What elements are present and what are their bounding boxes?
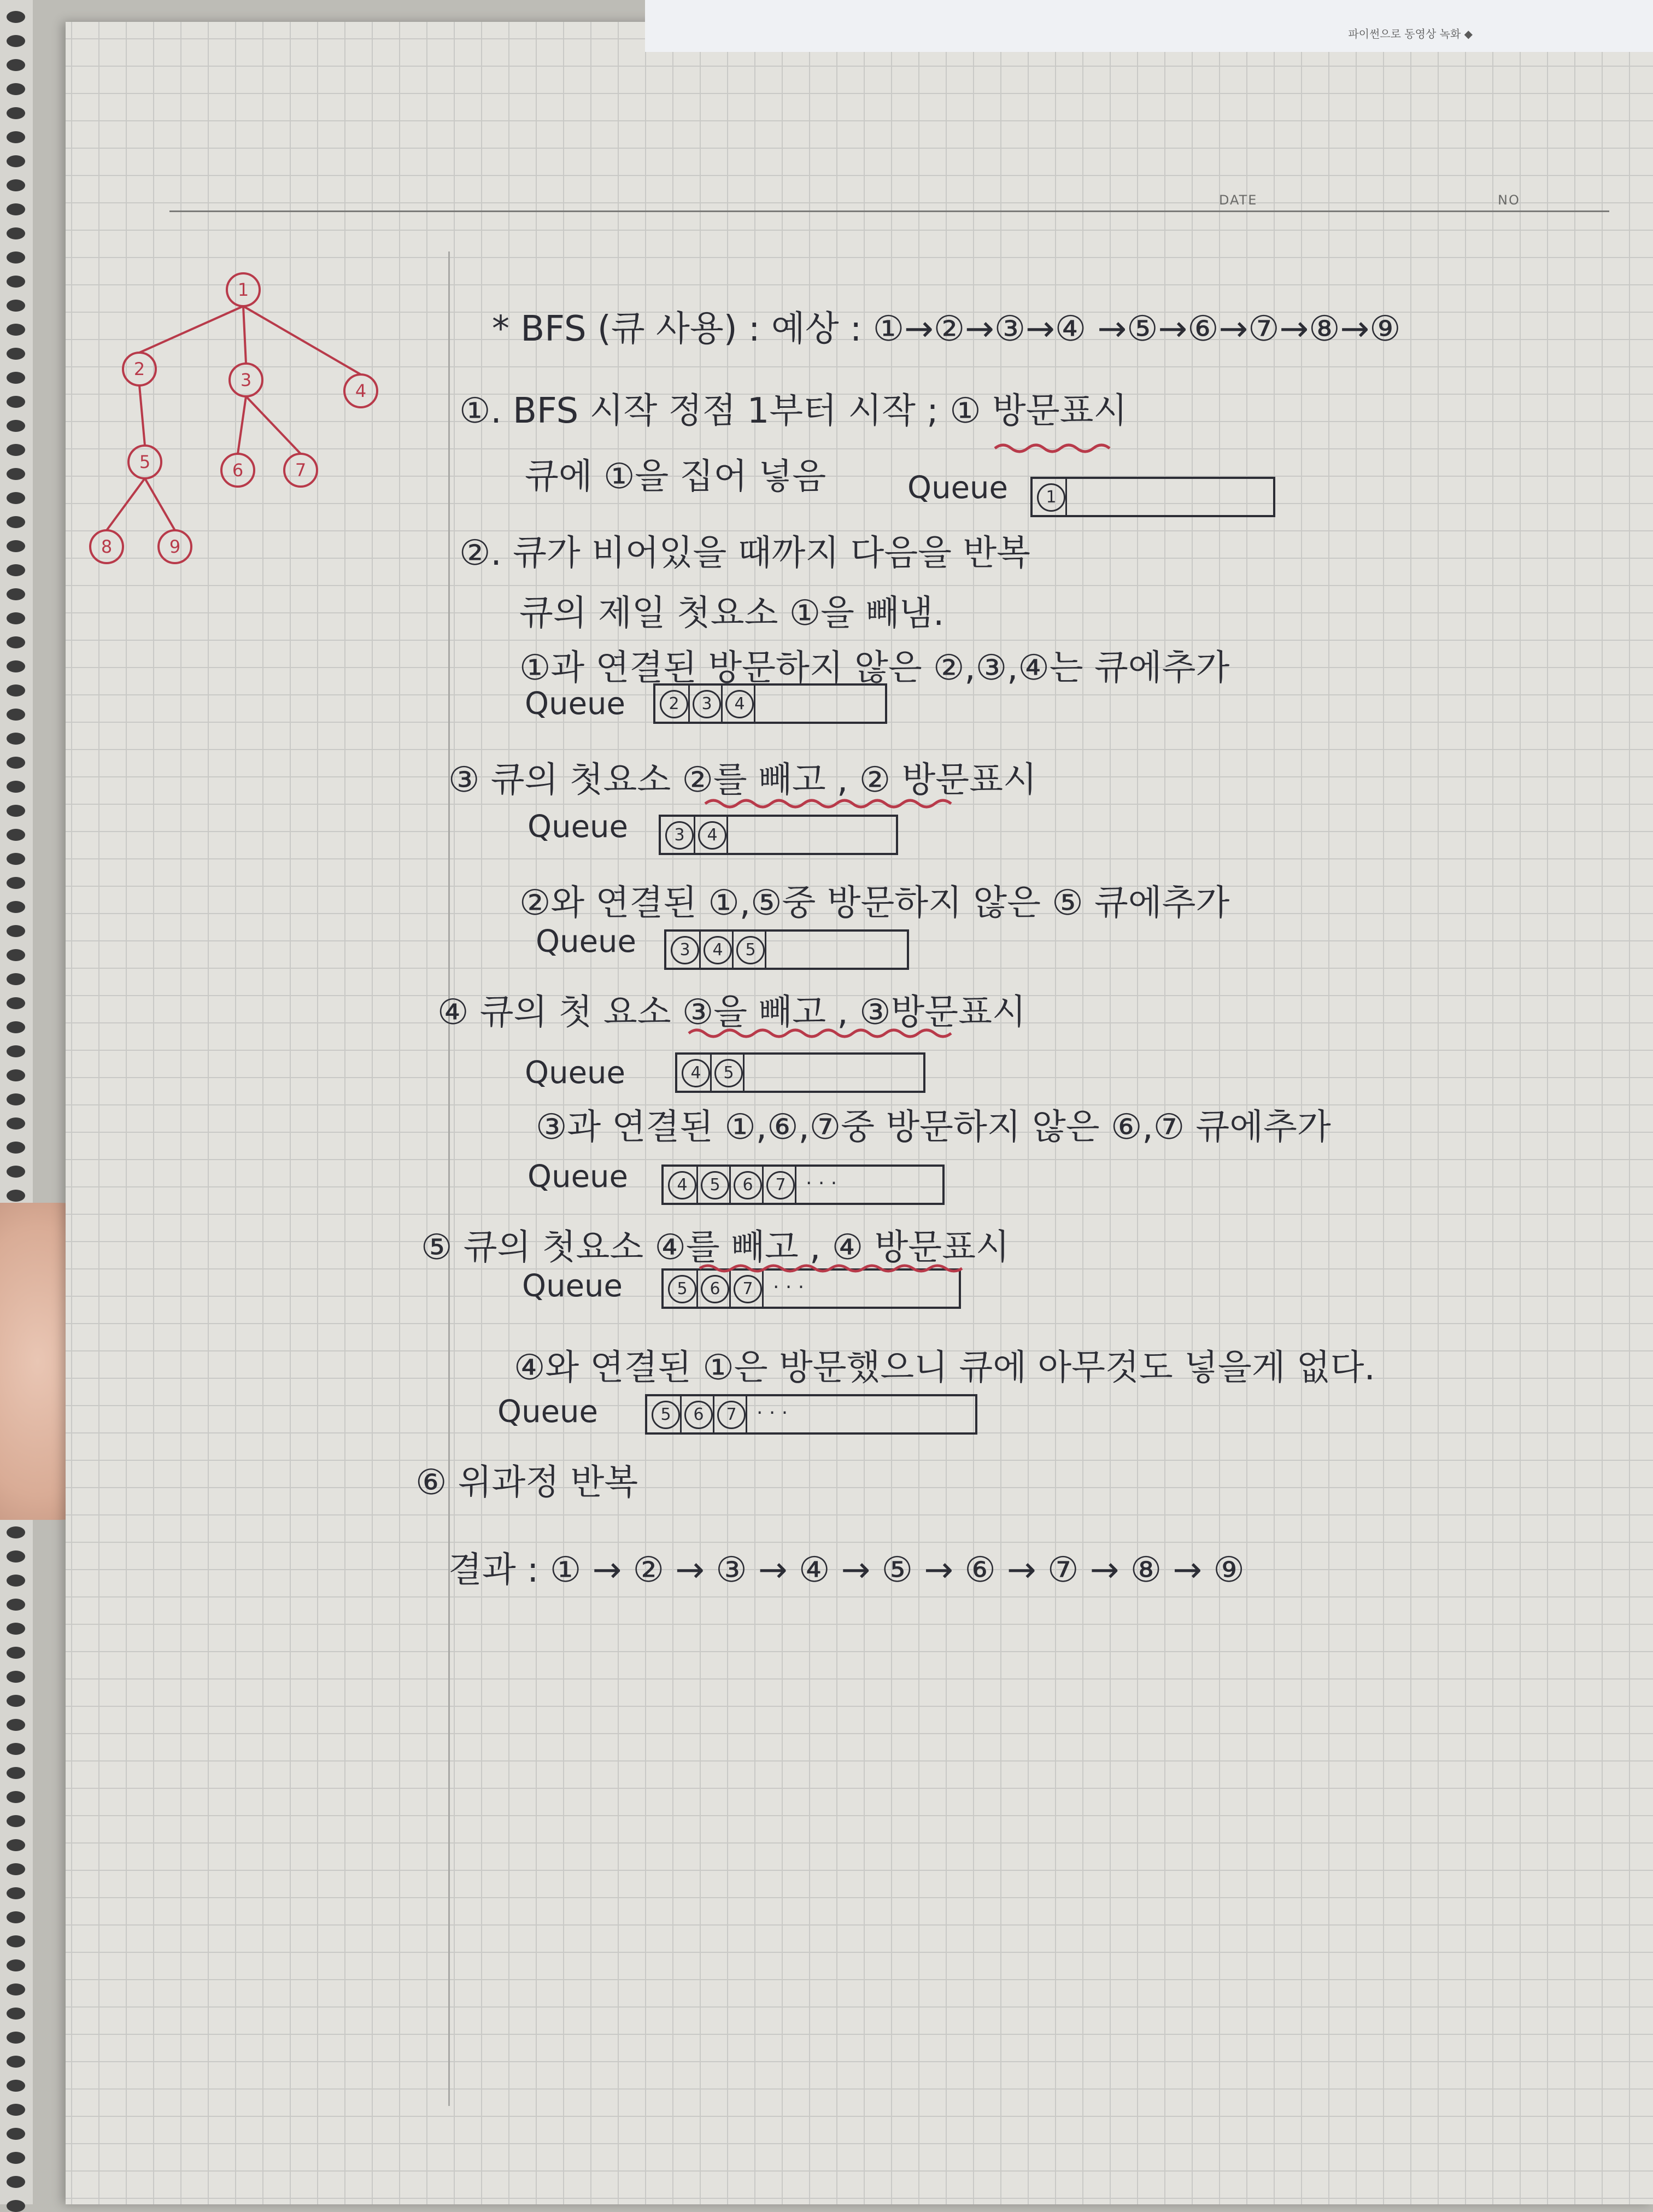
step5-line2: ④와 연결된 ①은 방문했으니 큐에 아무것도 넣을게 없다. [514, 1348, 1375, 1388]
queue-cell: 3 [671, 936, 699, 964]
queue-tail: · · · [806, 1172, 837, 1195]
screen-text: 파이썬으로 동영상 녹화 ◆ [1348, 27, 1473, 40]
queue-cell: 3 [665, 821, 694, 850]
svg-text:5: 5 [139, 452, 151, 472]
queue-cell: 7 [766, 1171, 795, 1199]
queue-cell: 3 [693, 690, 721, 718]
svg-text:7: 7 [295, 460, 307, 481]
queue-label: Queue [907, 470, 1008, 506]
queue-label: Queue [522, 1268, 623, 1304]
queue-cell: 6 [734, 1171, 762, 1199]
queue-cell: 4 [668, 1171, 696, 1199]
queue-cell: 6 [684, 1401, 713, 1429]
no-label: NO [1498, 192, 1520, 208]
queue-cell: 2 [660, 690, 688, 718]
queue-tail: · · · [773, 1276, 805, 1298]
step2-line1: ②. 큐가 비어있을 때까지 다음을 반복 [459, 533, 1030, 574]
queue-cell: 6 [701, 1275, 729, 1303]
step1-line2: 큐에 ①을 집어 넣음 [525, 457, 826, 497]
step4-line1: ④ 큐의 첫 요소 ③을 빼고 , ③방문표시 [437, 992, 1026, 1033]
queue-label: Queue [536, 924, 636, 959]
queue-cell: 1 [1037, 483, 1065, 512]
result-line: 결과 : ① → ② → ③ → ④ → ⑤ → ⑥ → ⑦ → ⑧ → ⑨ [448, 1550, 1245, 1590]
queue-cell: 5 [652, 1401, 680, 1429]
queue-cell: 5 [668, 1275, 696, 1303]
svg-text:8: 8 [101, 536, 113, 557]
svg-text:4: 4 [355, 381, 367, 401]
queue-label: Queue [527, 809, 628, 845]
queue-cell: 4 [704, 936, 732, 964]
step2-line3: ①과 연결된 방문하지 않은 ②,③,④는 큐에추가 [519, 648, 1230, 688]
queue-label: Queue [525, 686, 625, 722]
queue-cell: 5 [736, 936, 765, 964]
underline-step1 [995, 445, 1110, 452]
svg-text:3: 3 [240, 370, 252, 390]
svg-text:1: 1 [237, 279, 249, 300]
queue-cell: 7 [734, 1275, 762, 1303]
underline-step3 [705, 800, 951, 807]
svg-text:2: 2 [133, 359, 145, 379]
step5-line1: ⑤ 큐의 첫요소 ④를 빼고 , ④ 방문표시 [421, 1227, 1010, 1268]
underline-step5 [700, 1266, 962, 1271]
date-label: DATE [1219, 192, 1258, 208]
queue-label: Queue [527, 1159, 628, 1195]
queue-tail: · · · [757, 1402, 788, 1424]
step1-line1: ①. BFS 시작 정점 1부터 시작 ; ① 방문표시 [459, 391, 1128, 431]
step6-line: ⑥ 위과정 반복 [415, 1462, 638, 1503]
step2-line2: 큐의 제일 첫요소 ①을 빼냄. [519, 593, 945, 634]
step4-line2: ③과 연결된 ①,⑥,⑦중 방문하지 않은 ⑥,⑦ 큐에추가 [536, 1107, 1331, 1148]
queue-cell: 4 [725, 690, 754, 718]
queue-cell: 5 [714, 1059, 743, 1087]
queue-cell: 4 [682, 1059, 710, 1087]
step3-line2: ②와 연결된 ①,⑤중 방문하지 않은 ⑤ 큐에추가 [519, 883, 1230, 923]
title-line: * BFS (큐 사용) : 예상 : ①→②→③→④ →⑤→⑥→⑦→⑧→⑨ [492, 309, 1401, 349]
queue-label: Queue [525, 1055, 625, 1091]
svg-text:6: 6 [232, 460, 244, 481]
queue-cell: 5 [701, 1171, 729, 1199]
step3-line1: ③ 큐의 첫요소 ②를 빼고 , ② 방문표시 [448, 760, 1037, 800]
underline-step4 [689, 1030, 951, 1037]
svg-text:9: 9 [169, 536, 181, 557]
queue-label: Queue [497, 1394, 598, 1430]
queue-cell: 4 [698, 821, 726, 850]
queue-cell: 7 [717, 1401, 746, 1429]
